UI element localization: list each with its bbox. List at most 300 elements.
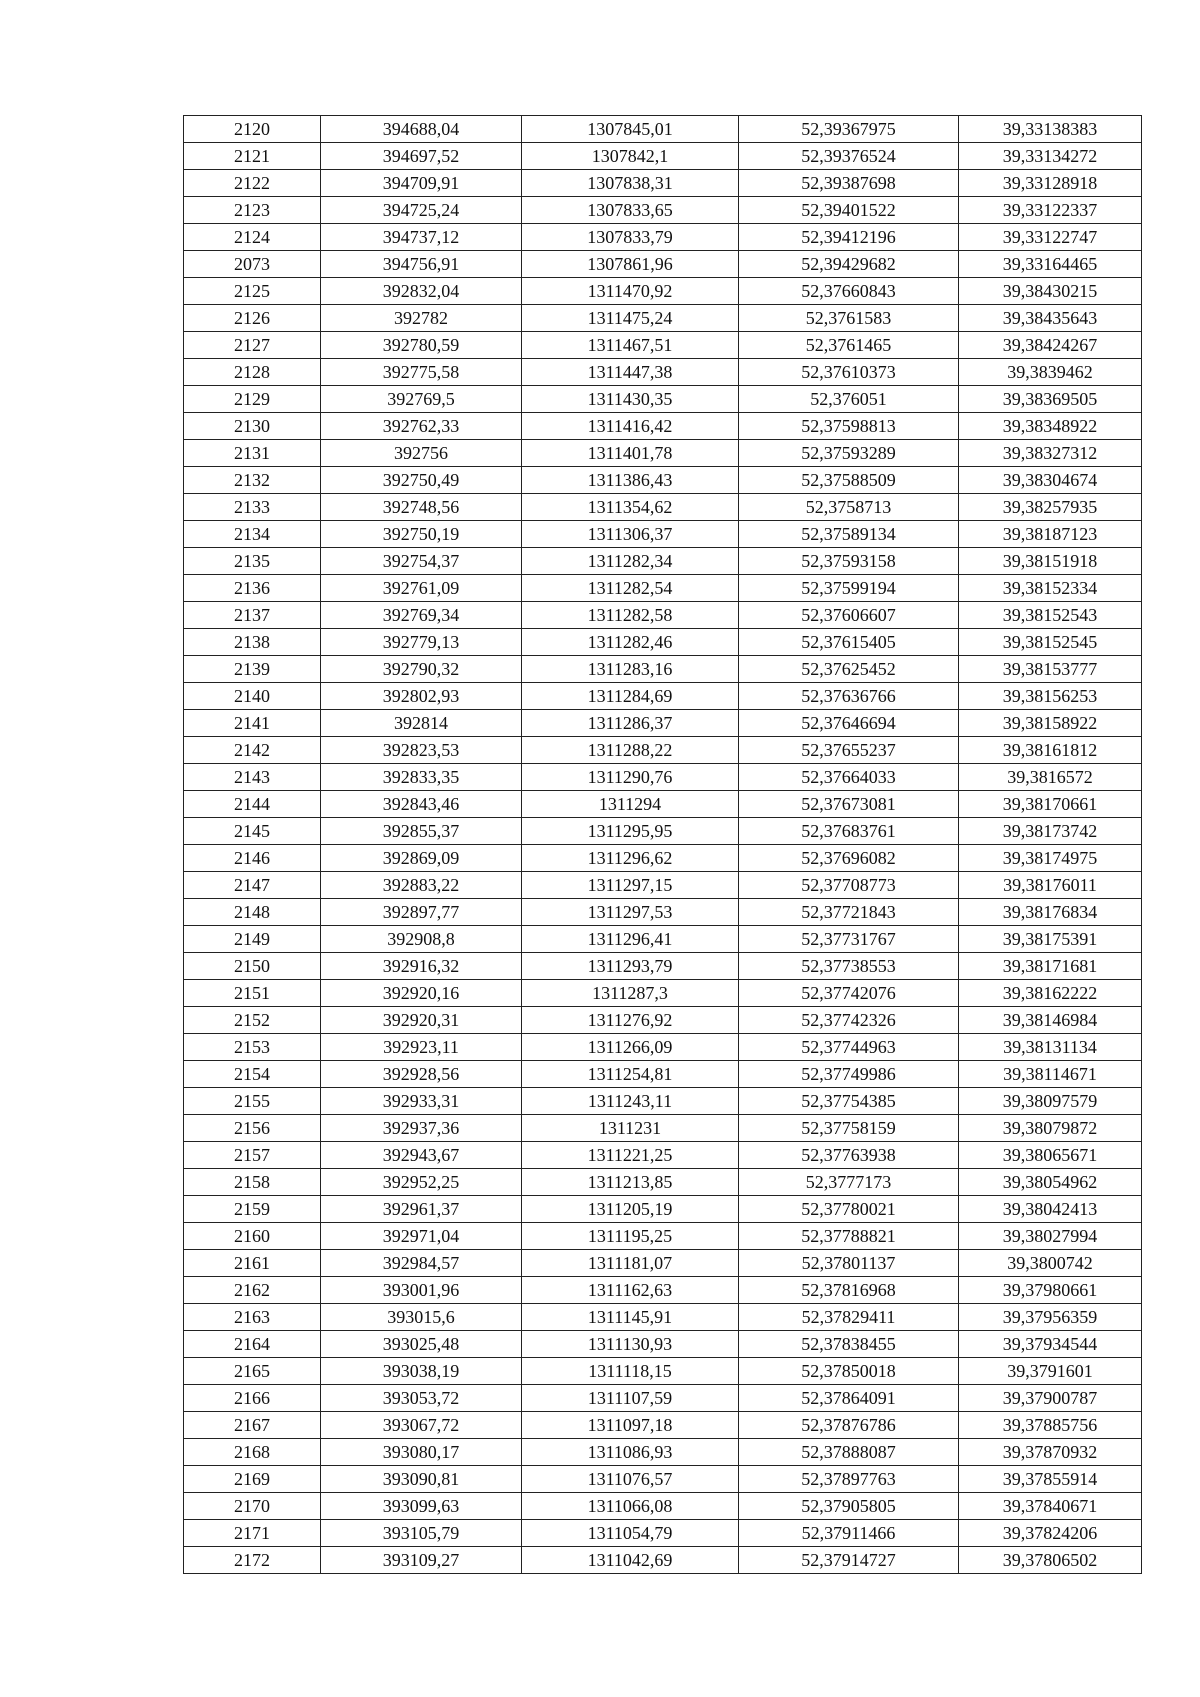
longitude-cell: 39,38151918 <box>959 548 1142 575</box>
latitude-cell: 52,376051 <box>739 386 959 413</box>
y-coordinate-cell: 1311296,62 <box>522 845 739 872</box>
point-number-cell: 2164 <box>184 1331 321 1358</box>
point-number-cell: 2137 <box>184 602 321 629</box>
point-number-cell: 2132 <box>184 467 321 494</box>
longitude-cell: 39,38304674 <box>959 467 1142 494</box>
x-coordinate-cell: 392928,56 <box>321 1061 522 1088</box>
point-number-cell: 2157 <box>184 1142 321 1169</box>
longitude-cell: 39,38114671 <box>959 1061 1142 1088</box>
table-row <box>184 1520 1142 1547</box>
longitude-cell: 39,38158922 <box>959 710 1142 737</box>
longitude-cell: 39,38369505 <box>959 386 1142 413</box>
longitude-cell: 39,3800742 <box>959 1250 1142 1277</box>
y-coordinate-cell: 1311282,54 <box>522 575 739 602</box>
longitude-cell: 39,38152334 <box>959 575 1142 602</box>
longitude-cell: 39,38079872 <box>959 1115 1142 1142</box>
point-number-cell: 2073 <box>184 251 321 278</box>
point-number-cell: 2127 <box>184 332 321 359</box>
y-coordinate-cell: 1311297,15 <box>522 872 739 899</box>
table-row <box>184 1007 1142 1034</box>
x-coordinate-cell: 394756,91 <box>321 251 522 278</box>
table-row <box>184 683 1142 710</box>
longitude-cell: 39,37900787 <box>959 1385 1142 1412</box>
table-row <box>184 1196 1142 1223</box>
x-coordinate-cell: 392923,11 <box>321 1034 522 1061</box>
table-row <box>184 116 1142 143</box>
y-coordinate-cell: 1311282,46 <box>522 629 739 656</box>
x-coordinate-cell: 392897,77 <box>321 899 522 926</box>
y-coordinate-cell: 1311231 <box>522 1115 739 1142</box>
latitude-cell: 52,37788821 <box>739 1223 959 1250</box>
table-row <box>184 791 1142 818</box>
table-row <box>184 521 1142 548</box>
y-coordinate-cell: 1311086,93 <box>522 1439 739 1466</box>
x-coordinate-cell: 394709,91 <box>321 170 522 197</box>
table-row <box>184 980 1142 1007</box>
latitude-cell: 52,37738553 <box>739 953 959 980</box>
table-row <box>184 494 1142 521</box>
latitude-cell: 52,37615405 <box>739 629 959 656</box>
y-coordinate-cell: 1311042,69 <box>522 1547 739 1574</box>
latitude-cell: 52,37660843 <box>739 278 959 305</box>
longitude-cell: 39,38162222 <box>959 980 1142 1007</box>
x-coordinate-cell: 392769,34 <box>321 602 522 629</box>
x-coordinate-cell: 393109,27 <box>321 1547 522 1574</box>
x-coordinate-cell: 393090,81 <box>321 1466 522 1493</box>
y-coordinate-cell: 1311130,93 <box>522 1331 739 1358</box>
table-row <box>184 278 1142 305</box>
longitude-cell: 39,38152543 <box>959 602 1142 629</box>
longitude-cell: 39,37806502 <box>959 1547 1142 1574</box>
y-coordinate-cell: 1311401,78 <box>522 440 739 467</box>
point-number-cell: 2158 <box>184 1169 321 1196</box>
latitude-cell: 52,37742326 <box>739 1007 959 1034</box>
latitude-cell: 52,37655237 <box>739 737 959 764</box>
table-row <box>184 899 1142 926</box>
x-coordinate-cell: 394725,24 <box>321 197 522 224</box>
longitude-cell: 39,38042413 <box>959 1196 1142 1223</box>
point-number-cell: 2155 <box>184 1088 321 1115</box>
point-number-cell: 2167 <box>184 1412 321 1439</box>
longitude-cell: 39,33138383 <box>959 116 1142 143</box>
latitude-cell: 52,37780021 <box>739 1196 959 1223</box>
y-coordinate-cell: 1307861,96 <box>522 251 739 278</box>
point-number-cell: 2149 <box>184 926 321 953</box>
latitude-cell: 52,37721843 <box>739 899 959 926</box>
table-row <box>184 575 1142 602</box>
latitude-cell: 52,37754385 <box>739 1088 959 1115</box>
y-coordinate-cell: 1311475,24 <box>522 305 739 332</box>
x-coordinate-cell: 392748,56 <box>321 494 522 521</box>
longitude-cell: 39,38161812 <box>959 737 1142 764</box>
x-coordinate-cell: 392961,37 <box>321 1196 522 1223</box>
y-coordinate-cell: 1311470,92 <box>522 278 739 305</box>
latitude-cell: 52,37636766 <box>739 683 959 710</box>
y-coordinate-cell: 1311284,69 <box>522 683 739 710</box>
longitude-cell: 39,33122747 <box>959 224 1142 251</box>
y-coordinate-cell: 1311205,19 <box>522 1196 739 1223</box>
x-coordinate-cell: 392769,5 <box>321 386 522 413</box>
latitude-cell: 52,37911466 <box>739 1520 959 1547</box>
x-coordinate-cell: 393067,72 <box>321 1412 522 1439</box>
y-coordinate-cell: 1311118,15 <box>522 1358 739 1385</box>
x-coordinate-cell: 393105,79 <box>321 1520 522 1547</box>
y-coordinate-cell: 1311076,57 <box>522 1466 739 1493</box>
table-row <box>184 251 1142 278</box>
table-row <box>184 1277 1142 1304</box>
point-number-cell: 2130 <box>184 413 321 440</box>
x-coordinate-cell: 392984,57 <box>321 1250 522 1277</box>
y-coordinate-cell: 1311386,43 <box>522 467 739 494</box>
latitude-cell: 52,37673081 <box>739 791 959 818</box>
x-coordinate-cell: 392782 <box>321 305 522 332</box>
latitude-cell: 52,37731767 <box>739 926 959 953</box>
longitude-cell: 39,38174975 <box>959 845 1142 872</box>
latitude-cell: 52,37606607 <box>739 602 959 629</box>
latitude-cell: 52,37864091 <box>739 1385 959 1412</box>
table-row <box>184 926 1142 953</box>
latitude-cell: 52,39376524 <box>739 143 959 170</box>
y-coordinate-cell: 1311416,42 <box>522 413 739 440</box>
y-coordinate-cell: 1311107,59 <box>522 1385 739 1412</box>
point-number-cell: 2145 <box>184 818 321 845</box>
x-coordinate-cell: 392780,59 <box>321 332 522 359</box>
y-coordinate-cell: 1311221,25 <box>522 1142 739 1169</box>
point-number-cell: 2153 <box>184 1034 321 1061</box>
y-coordinate-cell: 1311145,91 <box>522 1304 739 1331</box>
longitude-cell: 39,3816572 <box>959 764 1142 791</box>
point-number-cell: 2123 <box>184 197 321 224</box>
point-number-cell: 2168 <box>184 1439 321 1466</box>
table-row <box>184 656 1142 683</box>
latitude-cell: 52,3758713 <box>739 494 959 521</box>
longitude-cell: 39,38097579 <box>959 1088 1142 1115</box>
point-number-cell: 2147 <box>184 872 321 899</box>
y-coordinate-cell: 1311295,95 <box>522 818 739 845</box>
table-row <box>184 359 1142 386</box>
y-coordinate-cell: 1311054,79 <box>522 1520 739 1547</box>
x-coordinate-cell: 392750,49 <box>321 467 522 494</box>
table-row <box>184 548 1142 575</box>
table-row <box>184 764 1142 791</box>
x-coordinate-cell: 392779,13 <box>321 629 522 656</box>
point-number-cell: 2163 <box>184 1304 321 1331</box>
point-number-cell: 2141 <box>184 710 321 737</box>
x-coordinate-cell: 392833,35 <box>321 764 522 791</box>
point-number-cell: 2162 <box>184 1277 321 1304</box>
y-coordinate-cell: 1311447,38 <box>522 359 739 386</box>
table-row <box>184 413 1142 440</box>
x-coordinate-cell: 394697,52 <box>321 143 522 170</box>
latitude-cell: 52,37876786 <box>739 1412 959 1439</box>
table-row <box>184 1412 1142 1439</box>
point-number-cell: 2160 <box>184 1223 321 1250</box>
x-coordinate-cell: 393025,48 <box>321 1331 522 1358</box>
point-number-cell: 2128 <box>184 359 321 386</box>
latitude-cell: 52,37646694 <box>739 710 959 737</box>
x-coordinate-cell: 392869,09 <box>321 845 522 872</box>
latitude-cell: 52,3761583 <box>739 305 959 332</box>
point-number-cell: 2171 <box>184 1520 321 1547</box>
table-row <box>184 386 1142 413</box>
latitude-cell: 52,37749986 <box>739 1061 959 1088</box>
longitude-cell: 39,38173742 <box>959 818 1142 845</box>
x-coordinate-cell: 392750,19 <box>321 521 522 548</box>
table-row <box>184 1331 1142 1358</box>
latitude-cell: 52,37744963 <box>739 1034 959 1061</box>
longitude-cell: 39,33128918 <box>959 170 1142 197</box>
x-coordinate-cell: 392916,32 <box>321 953 522 980</box>
longitude-cell: 39,33122337 <box>959 197 1142 224</box>
table-row <box>184 1358 1142 1385</box>
point-number-cell: 2150 <box>184 953 321 980</box>
y-coordinate-cell: 1311066,08 <box>522 1493 739 1520</box>
latitude-cell: 52,37625452 <box>739 656 959 683</box>
longitude-cell: 39,37855914 <box>959 1466 1142 1493</box>
latitude-cell: 52,37683761 <box>739 818 959 845</box>
table-row <box>184 818 1142 845</box>
point-number-cell: 2166 <box>184 1385 321 1412</box>
table-row <box>184 1493 1142 1520</box>
x-coordinate-cell: 392756 <box>321 440 522 467</box>
x-coordinate-cell: 393080,17 <box>321 1439 522 1466</box>
latitude-cell: 52,37610373 <box>739 359 959 386</box>
coordinates-table-body <box>184 116 1142 1574</box>
x-coordinate-cell: 392802,93 <box>321 683 522 710</box>
y-coordinate-cell: 1311254,81 <box>522 1061 739 1088</box>
x-coordinate-cell: 393053,72 <box>321 1385 522 1412</box>
x-coordinate-cell: 392754,37 <box>321 548 522 575</box>
longitude-cell: 39,33164465 <box>959 251 1142 278</box>
point-number-cell: 2136 <box>184 575 321 602</box>
x-coordinate-cell: 392843,46 <box>321 791 522 818</box>
longitude-cell: 39,38424267 <box>959 332 1142 359</box>
y-coordinate-cell: 1311213,85 <box>522 1169 739 1196</box>
longitude-cell: 39,38176011 <box>959 872 1142 899</box>
y-coordinate-cell: 1311297,53 <box>522 899 739 926</box>
longitude-cell: 39,38171681 <box>959 953 1142 980</box>
longitude-cell: 39,37870932 <box>959 1439 1142 1466</box>
y-coordinate-cell: 1311296,41 <box>522 926 739 953</box>
point-number-cell: 2139 <box>184 656 321 683</box>
longitude-cell: 39,37980661 <box>959 1277 1142 1304</box>
longitude-cell: 39,38187123 <box>959 521 1142 548</box>
x-coordinate-cell: 392883,22 <box>321 872 522 899</box>
x-coordinate-cell: 392814 <box>321 710 522 737</box>
point-number-cell: 2134 <box>184 521 321 548</box>
x-coordinate-cell: 392790,32 <box>321 656 522 683</box>
longitude-cell: 39,33134272 <box>959 143 1142 170</box>
point-number-cell: 2124 <box>184 224 321 251</box>
point-number-cell: 2131 <box>184 440 321 467</box>
y-coordinate-cell: 1311283,16 <box>522 656 739 683</box>
y-coordinate-cell: 1311282,34 <box>522 548 739 575</box>
table-row <box>184 629 1142 656</box>
x-coordinate-cell: 392775,58 <box>321 359 522 386</box>
latitude-cell: 52,39367975 <box>739 116 959 143</box>
latitude-cell: 52,37763938 <box>739 1142 959 1169</box>
point-number-cell: 2159 <box>184 1196 321 1223</box>
point-number-cell: 2126 <box>184 305 321 332</box>
latitude-cell: 52,37897763 <box>739 1466 959 1493</box>
latitude-cell: 52,37598813 <box>739 413 959 440</box>
longitude-cell: 39,38175391 <box>959 926 1142 953</box>
x-coordinate-cell: 394737,12 <box>321 224 522 251</box>
point-number-cell: 2135 <box>184 548 321 575</box>
x-coordinate-cell: 392952,25 <box>321 1169 522 1196</box>
y-coordinate-cell: 1307842,1 <box>522 143 739 170</box>
point-number-cell: 2142 <box>184 737 321 764</box>
latitude-cell: 52,37593289 <box>739 440 959 467</box>
longitude-cell: 39,3791601 <box>959 1358 1142 1385</box>
y-coordinate-cell: 1311266,09 <box>522 1034 739 1061</box>
longitude-cell: 39,38176834 <box>959 899 1142 926</box>
latitude-cell: 52,37914727 <box>739 1547 959 1574</box>
point-number-cell: 2133 <box>184 494 321 521</box>
point-number-cell: 2154 <box>184 1061 321 1088</box>
table-row <box>184 1034 1142 1061</box>
point-number-cell: 2140 <box>184 683 321 710</box>
longitude-cell: 39,38348922 <box>959 413 1142 440</box>
longitude-cell: 39,37956359 <box>959 1304 1142 1331</box>
latitude-cell: 52,37816968 <box>739 1277 959 1304</box>
longitude-cell: 39,38435643 <box>959 305 1142 332</box>
table-row <box>184 305 1142 332</box>
point-number-cell: 2129 <box>184 386 321 413</box>
longitude-cell: 39,38146984 <box>959 1007 1142 1034</box>
table-row <box>184 467 1142 494</box>
y-coordinate-cell: 1311290,76 <box>522 764 739 791</box>
y-coordinate-cell: 1311294 <box>522 791 739 818</box>
longitude-cell: 39,38257935 <box>959 494 1142 521</box>
point-number-cell: 2170 <box>184 1493 321 1520</box>
latitude-cell: 52,37758159 <box>739 1115 959 1142</box>
latitude-cell: 52,37888087 <box>739 1439 959 1466</box>
y-coordinate-cell: 1311162,63 <box>522 1277 739 1304</box>
longitude-cell: 39,37840671 <box>959 1493 1142 1520</box>
table-row <box>184 224 1142 251</box>
table-row <box>184 440 1142 467</box>
latitude-cell: 52,3761465 <box>739 332 959 359</box>
table-row <box>184 197 1142 224</box>
x-coordinate-cell: 392920,31 <box>321 1007 522 1034</box>
point-number-cell: 2121 <box>184 143 321 170</box>
x-coordinate-cell: 393015,6 <box>321 1304 522 1331</box>
longitude-cell: 39,38153777 <box>959 656 1142 683</box>
longitude-cell: 39,37934544 <box>959 1331 1142 1358</box>
latitude-cell: 52,3777173 <box>739 1169 959 1196</box>
latitude-cell: 52,37696082 <box>739 845 959 872</box>
longitude-cell: 39,38131134 <box>959 1034 1142 1061</box>
coordinates-table <box>183 115 1142 1574</box>
x-coordinate-cell: 393001,96 <box>321 1277 522 1304</box>
table-row <box>184 1088 1142 1115</box>
table-row <box>184 332 1142 359</box>
y-coordinate-cell: 1307845,01 <box>522 116 739 143</box>
point-number-cell: 2161 <box>184 1250 321 1277</box>
point-number-cell: 2143 <box>184 764 321 791</box>
y-coordinate-cell: 1307833,65 <box>522 197 739 224</box>
latitude-cell: 52,37801137 <box>739 1250 959 1277</box>
table-row <box>184 1061 1142 1088</box>
table-row <box>184 872 1142 899</box>
latitude-cell: 52,37829411 <box>739 1304 959 1331</box>
table-row <box>184 845 1142 872</box>
table-row <box>184 953 1142 980</box>
table-row <box>184 1115 1142 1142</box>
x-coordinate-cell: 392933,31 <box>321 1088 522 1115</box>
longitude-cell: 39,3839462 <box>959 359 1142 386</box>
latitude-cell: 52,37664033 <box>739 764 959 791</box>
latitude-cell: 52,39412196 <box>739 224 959 251</box>
latitude-cell: 52,37593158 <box>739 548 959 575</box>
latitude-cell: 52,37742076 <box>739 980 959 1007</box>
table-row <box>184 1169 1142 1196</box>
longitude-cell: 39,38327312 <box>959 440 1142 467</box>
y-coordinate-cell: 1311282,58 <box>522 602 739 629</box>
latitude-cell: 52,37708773 <box>739 872 959 899</box>
table-row <box>184 1223 1142 1250</box>
latitude-cell: 52,37588509 <box>739 467 959 494</box>
latitude-cell: 52,37850018 <box>739 1358 959 1385</box>
x-coordinate-cell: 392823,53 <box>321 737 522 764</box>
point-number-cell: 2156 <box>184 1115 321 1142</box>
point-number-cell: 2138 <box>184 629 321 656</box>
longitude-cell: 39,38170661 <box>959 791 1142 818</box>
y-coordinate-cell: 1307833,79 <box>522 224 739 251</box>
x-coordinate-cell: 392937,36 <box>321 1115 522 1142</box>
longitude-cell: 39,38027994 <box>959 1223 1142 1250</box>
longitude-cell: 39,38054962 <box>959 1169 1142 1196</box>
table-row <box>184 1250 1142 1277</box>
latitude-cell: 52,37905805 <box>739 1493 959 1520</box>
table-row <box>184 710 1142 737</box>
table-row <box>184 170 1142 197</box>
table-row <box>184 1304 1142 1331</box>
longitude-cell: 39,37885756 <box>959 1412 1142 1439</box>
x-coordinate-cell: 392971,04 <box>321 1223 522 1250</box>
longitude-cell: 39,37824206 <box>959 1520 1142 1547</box>
x-coordinate-cell: 392920,16 <box>321 980 522 1007</box>
table-row <box>184 602 1142 629</box>
y-coordinate-cell: 1311276,92 <box>522 1007 739 1034</box>
longitude-cell: 39,38430215 <box>959 278 1142 305</box>
point-number-cell: 2172 <box>184 1547 321 1574</box>
y-coordinate-cell: 1311306,37 <box>522 521 739 548</box>
point-number-cell: 2148 <box>184 899 321 926</box>
x-coordinate-cell: 393099,63 <box>321 1493 522 1520</box>
table-row <box>184 1385 1142 1412</box>
x-coordinate-cell: 392855,37 <box>321 818 522 845</box>
latitude-cell: 52,39429682 <box>739 251 959 278</box>
y-coordinate-cell: 1311195,25 <box>522 1223 739 1250</box>
latitude-cell: 52,39401522 <box>739 197 959 224</box>
point-number-cell: 2152 <box>184 1007 321 1034</box>
point-number-cell: 2146 <box>184 845 321 872</box>
x-coordinate-cell: 392832,04 <box>321 278 522 305</box>
latitude-cell: 52,37599194 <box>739 575 959 602</box>
x-coordinate-cell: 394688,04 <box>321 116 522 143</box>
latitude-cell: 52,37838455 <box>739 1331 959 1358</box>
point-number-cell: 2120 <box>184 116 321 143</box>
latitude-cell: 52,39387698 <box>739 170 959 197</box>
table-row <box>184 1142 1142 1169</box>
x-coordinate-cell: 393038,19 <box>321 1358 522 1385</box>
y-coordinate-cell: 1311097,18 <box>522 1412 739 1439</box>
table-row <box>184 1466 1142 1493</box>
y-coordinate-cell: 1311293,79 <box>522 953 739 980</box>
point-number-cell: 2169 <box>184 1466 321 1493</box>
